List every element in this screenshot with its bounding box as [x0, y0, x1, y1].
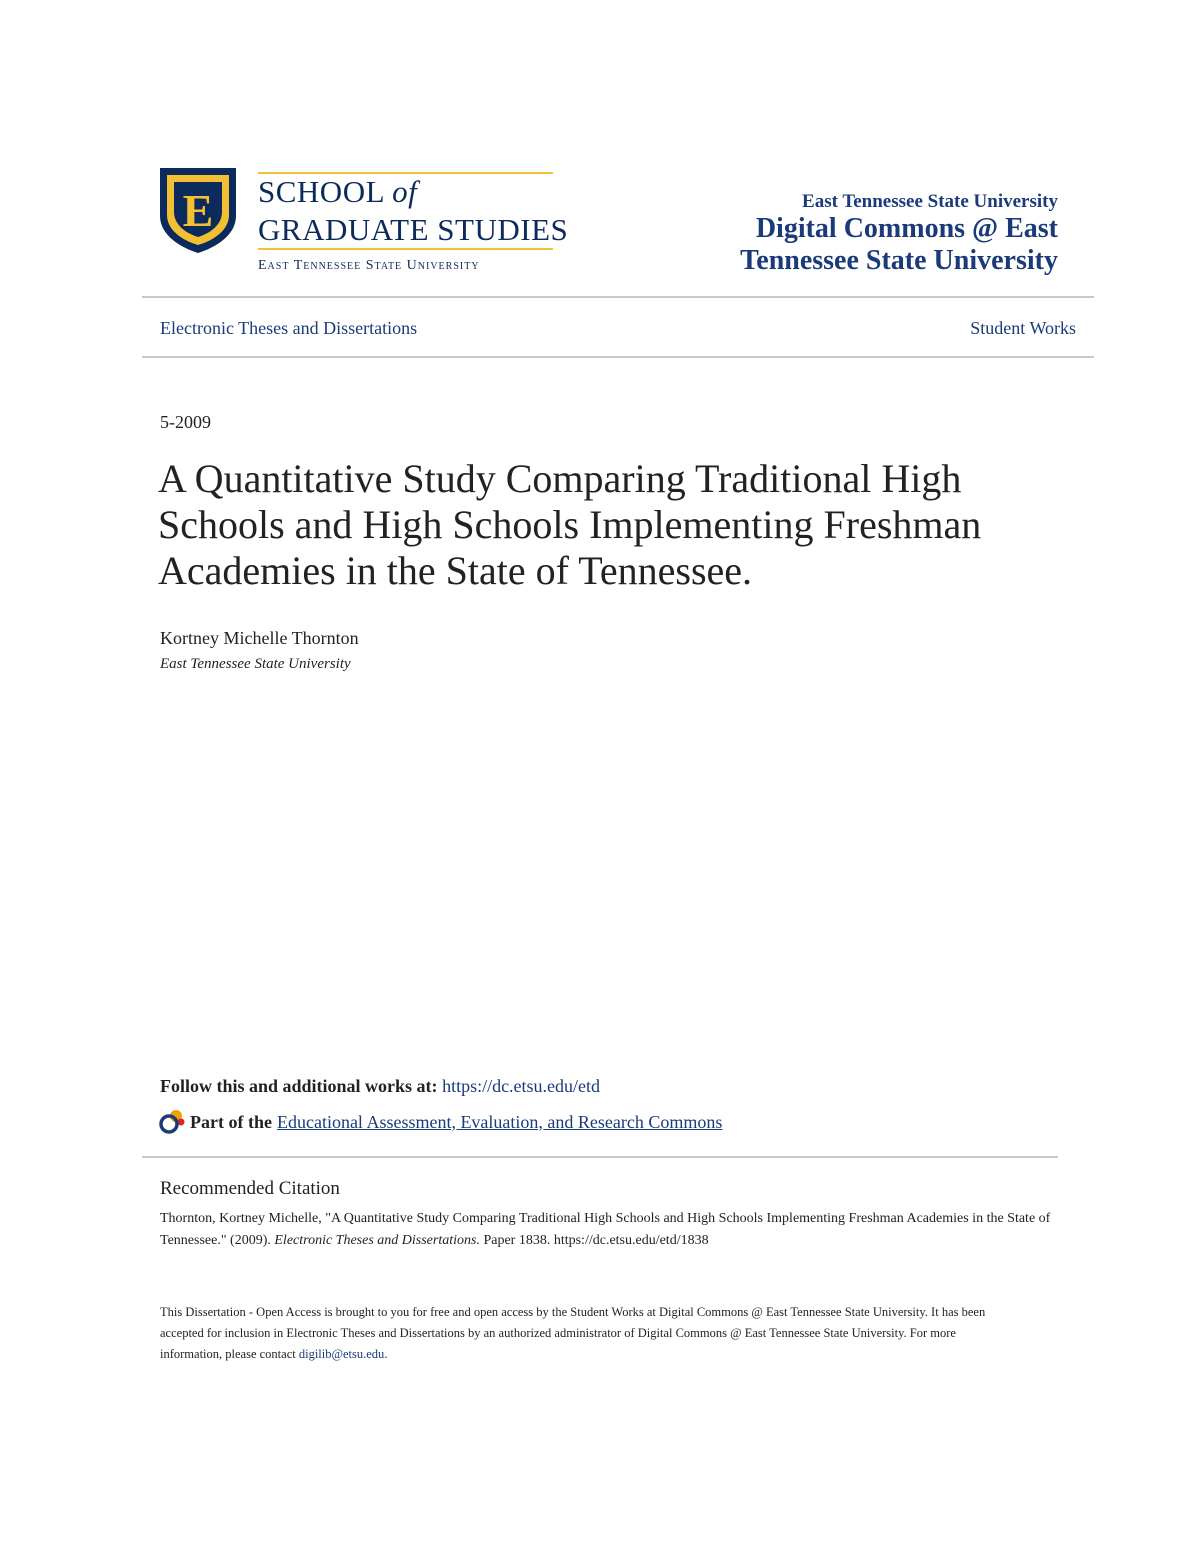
- document-title: A Quantitative Study Comparing Traditional High Schools and High Schools Implementing Freshman Academies in the State of Tennessee.: [158, 456, 982, 593]
- part-of-label: Part of the: [190, 1111, 272, 1132]
- divider-top: [142, 296, 1094, 298]
- publication-date: 5-2009: [160, 412, 211, 432]
- school-line-2: GRADUATE STUDIES: [258, 212, 569, 247]
- network-icon: [158, 1108, 186, 1136]
- repository-name-line-2: Tennessee State University: [740, 245, 1058, 276]
- commons-link[interactable]: Educational Assessment, Evaluation, and Research Commons: [276, 1111, 723, 1132]
- contact-email-link[interactable]: digilib@etsu.edu: [298, 1347, 385, 1361]
- access-statement: This Dissertation - Open Access is brought to you for free and open access by the Student Works at Digital Commons @ East Tennessee State University. It has been accepted for inclusion in Electronic Theses and Dissertations by an authorized administrator of Digital Commons @ East Tennessee State University. For more information, please contact digilib@etsu.edu.: [160, 1305, 986, 1361]
- shield-letter: E: [182, 185, 214, 236]
- school-line-1: SCHOOL of: [258, 174, 418, 209]
- follow-url-link[interactable]: https://dc.etsu.edu/etd: [442, 1076, 601, 1096]
- student-works-link[interactable]: Student Works: [970, 318, 1076, 338]
- logo-rule-bottom: [258, 248, 553, 250]
- follow-label: Follow this and additional works at:: [160, 1076, 438, 1096]
- follow-line: [160, 1076, 600, 1097]
- collection-link[interactable]: Electronic Theses and Dissertations: [160, 318, 418, 338]
- etsu-shield-logo: [158, 166, 238, 254]
- part-of-line: [158, 1108, 722, 1136]
- citation-heading: Recommended Citation: [160, 1178, 340, 1199]
- divider-nav: [142, 356, 1094, 358]
- repository-header[interactable]: [740, 191, 1058, 277]
- divider-citation: [142, 1156, 1058, 1158]
- repository-name-line-1: Digital Commons @ East: [755, 213, 1058, 244]
- repository-university: East Tennessee State University: [802, 191, 1058, 212]
- citation-text: Thornton, Kortney Michelle, "A Quantitative Study Comparing Traditional High Schools and High Schools Implementing Freshman Academies in the State of Tennessee." (2009). Electronic Theses and Dissertations. Paper 1838. https://dc.etsu.edu/etd/1838: [160, 1211, 1051, 1248]
- author-name[interactable]: Kortney Michelle Thornton: [160, 628, 359, 648]
- author-affiliation: East Tennessee State University: [160, 656, 351, 672]
- school-university: East Tennessee State University: [258, 258, 480, 273]
